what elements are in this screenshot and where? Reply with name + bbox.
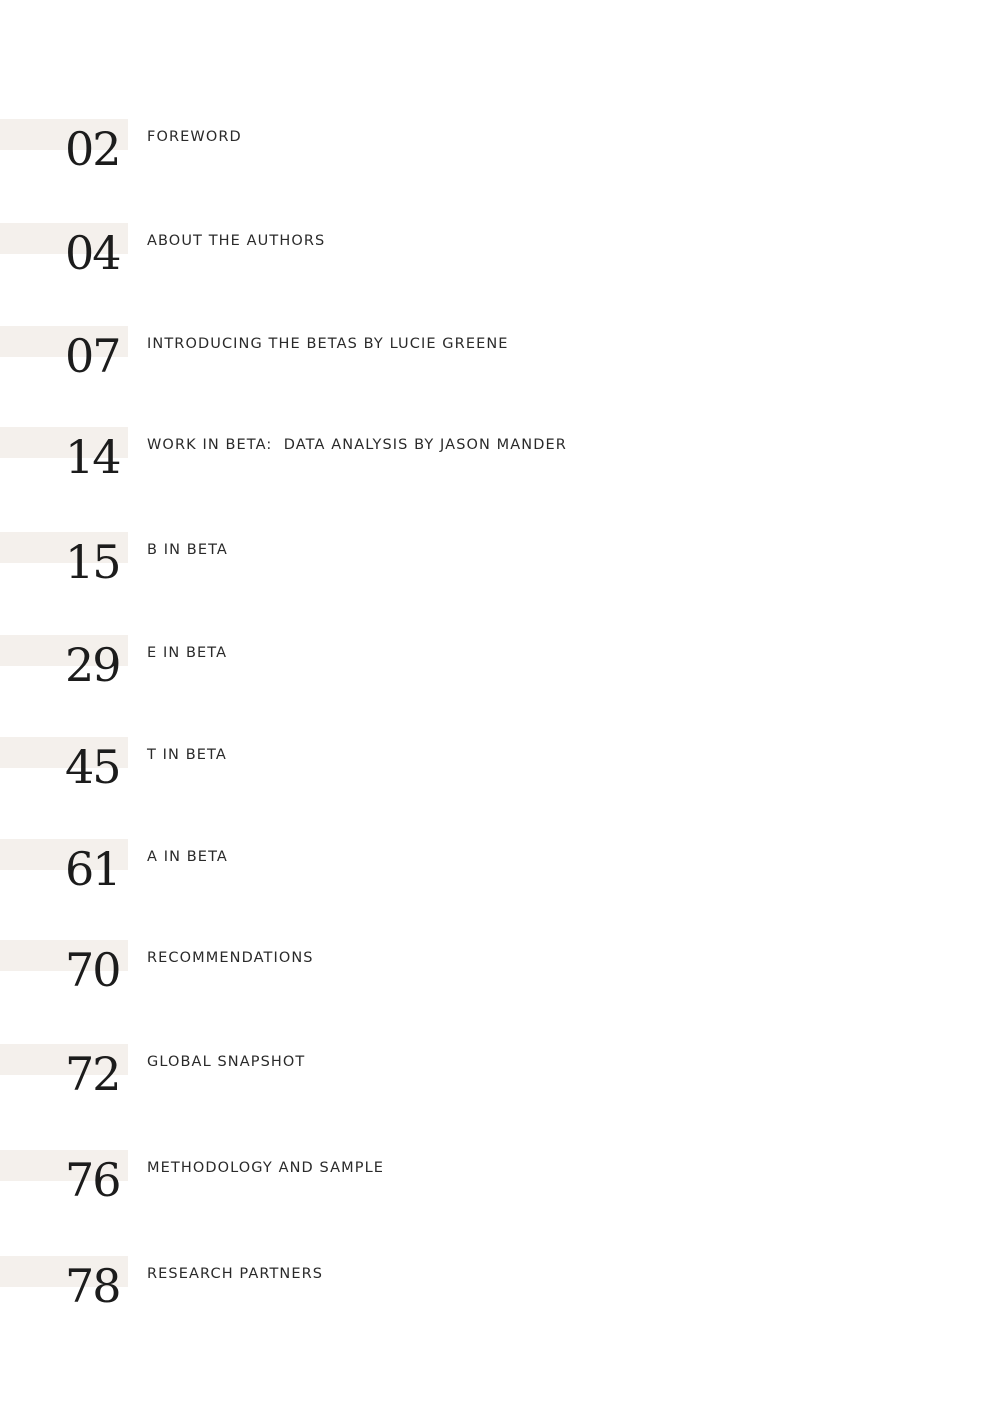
toc-entry-introducing-the-betas[interactable]	[0, 326, 992, 406]
toc-entry-recommendations[interactable]	[0, 940, 992, 1020]
toc-entry-foreword[interactable]	[0, 119, 992, 199]
page-number: 07	[65, 329, 120, 383]
page-number: 15	[65, 535, 120, 589]
section-title[interactable]: B IN BETA	[147, 542, 228, 558]
section-title[interactable]: WORK IN BETA: DATA ANALYSIS BY JASON MANDER	[147, 437, 567, 453]
toc-entry-global-snapshot[interactable]	[0, 1044, 992, 1124]
page-number: 78	[65, 1259, 120, 1313]
toc-entry-about-the-authors[interactable]	[0, 223, 992, 303]
section-title[interactable]: ABOUT THE AUTHORS	[147, 233, 326, 249]
toc-entry-e-in-beta[interactable]	[0, 635, 992, 715]
section-title[interactable]: RECOMMENDATIONS	[147, 950, 314, 966]
section-title[interactable]: RESEARCH PARTNERS	[147, 1266, 324, 1282]
section-title[interactable]: FOREWORD	[147, 129, 242, 145]
page-number: 04	[65, 226, 120, 280]
toc-entry-b-in-beta[interactable]	[0, 532, 992, 612]
page-number: 14	[65, 430, 120, 484]
toc-entry-a-in-beta[interactable]	[0, 839, 992, 919]
toc-entry-research-partners[interactable]	[0, 1256, 992, 1336]
toc-entry-t-in-beta[interactable]	[0, 737, 992, 817]
toc-entry-work-in-beta[interactable]	[0, 427, 992, 507]
page-number: 61	[65, 842, 120, 896]
page-number: 45	[65, 740, 120, 794]
section-title[interactable]: E IN BETA	[147, 645, 228, 661]
section-title[interactable]: GLOBAL SNAPSHOT	[147, 1054, 306, 1070]
page-number: 76	[65, 1153, 120, 1207]
page-number: 72	[65, 1047, 120, 1101]
page-number: 02	[65, 122, 120, 176]
page-number: 29	[65, 638, 120, 692]
toc-entry-methodology-and-sample[interactable]	[0, 1150, 992, 1230]
section-title[interactable]: A IN BETA	[147, 849, 228, 865]
section-title[interactable]: METHODOLOGY AND SAMPLE	[147, 1160, 385, 1176]
page-number: 70	[65, 943, 120, 997]
section-title[interactable]: INTRODUCING THE BETAS BY LUCIE GREENE	[147, 336, 509, 352]
section-title[interactable]: T IN BETA	[147, 747, 227, 763]
